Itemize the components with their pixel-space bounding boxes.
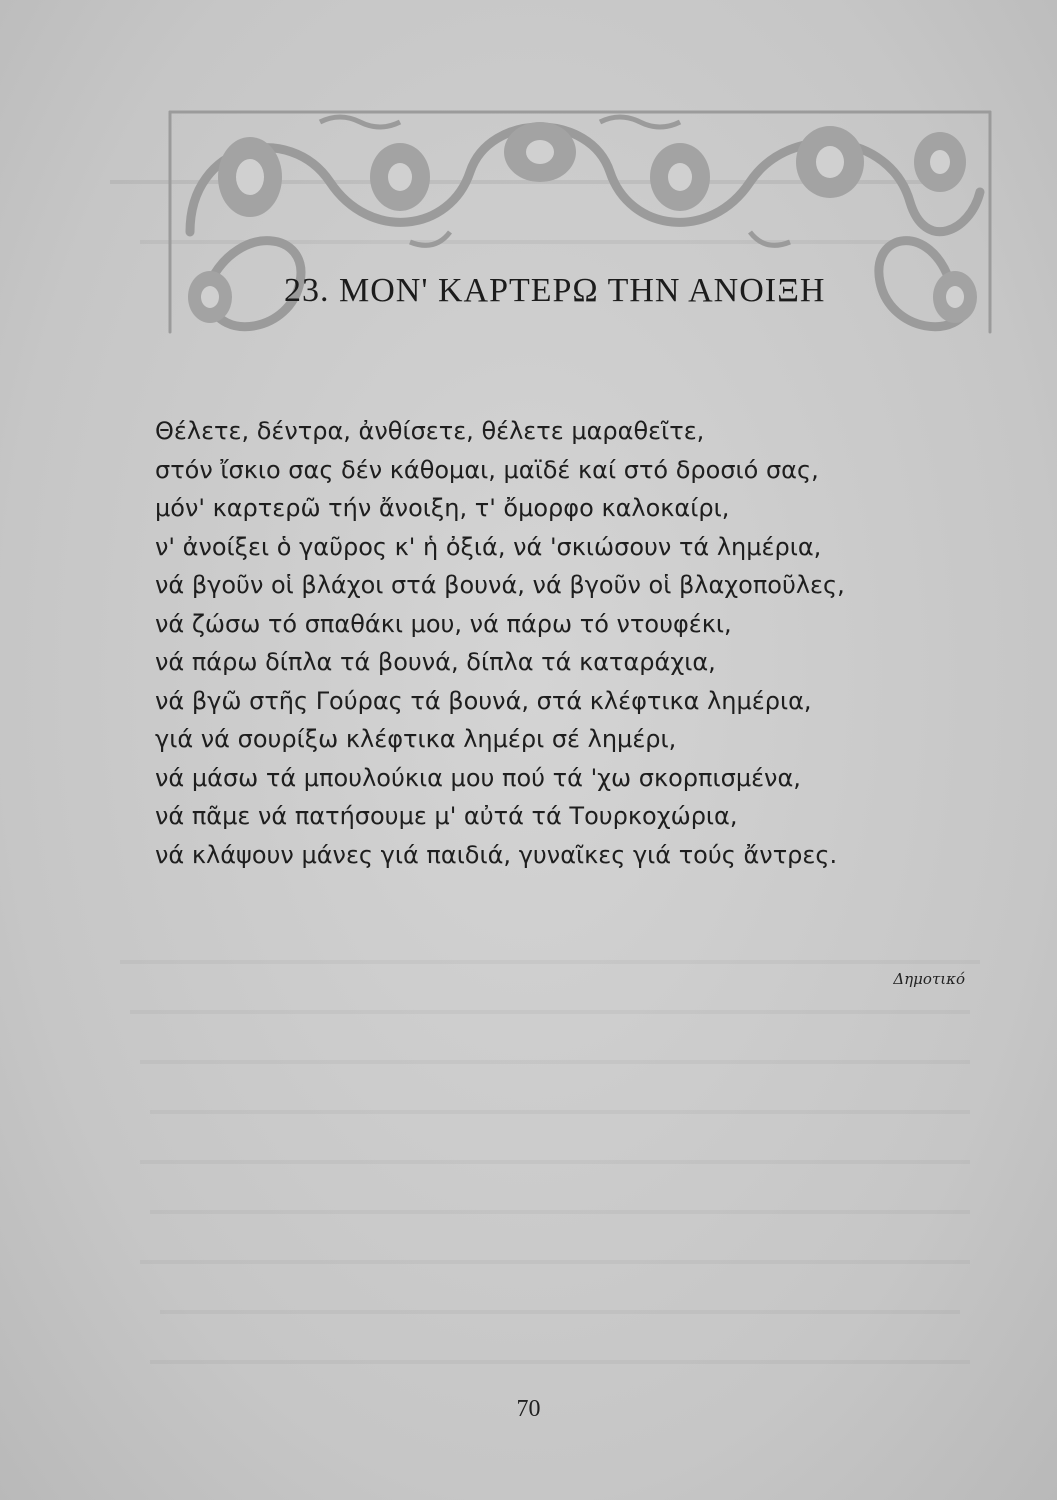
poem-title: 23. ΜΟΝ' ΚΑΡΤΕΡΩ ΤΗΝ ΑΝΟΙΞΗ (284, 272, 826, 309)
poem-line: μόν' καρτερῶ τήν ἄνοιξη, τ' ὄμορφο καλοκαίρι, (155, 494, 730, 522)
poem-attribution: Δημοτικό (893, 970, 965, 988)
poem-line: στόν ἴσκιο σας δέν κάθομαι, μαϊδέ καί στό δροσιό σας, (155, 455, 819, 484)
poem-line: νά κλάψουν μάνες γιά παιδιά, γυναῖκες γιά τούς ἄντρες. (155, 840, 838, 869)
poem-line: νά ζώσω τό σπαθάκι μου, νά πάρω τό ντουφέκι, (155, 609, 732, 638)
poem-line: ν' ἀνοίξει ὁ γαῦρος κ' ἡ ὀξιά, νά 'σκιώσουν τά λημέρια, (155, 532, 822, 561)
decorative-headpiece-ornament (150, 82, 1010, 362)
poem-body (155, 412, 1015, 874)
poem-line: νά βγῶ στῆς Γούρας τά βουνά, στά κλέφτικα λημέρια, (155, 686, 812, 715)
poem-line: νά πάρω δίπλα τά βουνά, δίπλα τά καταράχια, (155, 648, 716, 676)
poem-line: νά πᾶμε νά πατήσουμε μ' αὐτά τά Τουρκοχώρια, (155, 802, 738, 830)
poem-line: νά μάσω τά μπουλούκια μου πού τά 'χω σκορπισμένα, (155, 763, 801, 792)
poem-line: Θέλετε, δέντρα, ἀνθίσετε, θέλετε μαραθεῖτε, (155, 417, 705, 445)
poem-line: γιά νά σουρίξω κλέφτικα λημέρι σέ λημέρι, (155, 725, 677, 753)
page-number: 70 (516, 1396, 541, 1422)
poem-line: νά βγοῦν οἱ βλάχοι στά βουνά, νά βγοῦν οἱ βλαχοποῦλες, (155, 571, 845, 599)
